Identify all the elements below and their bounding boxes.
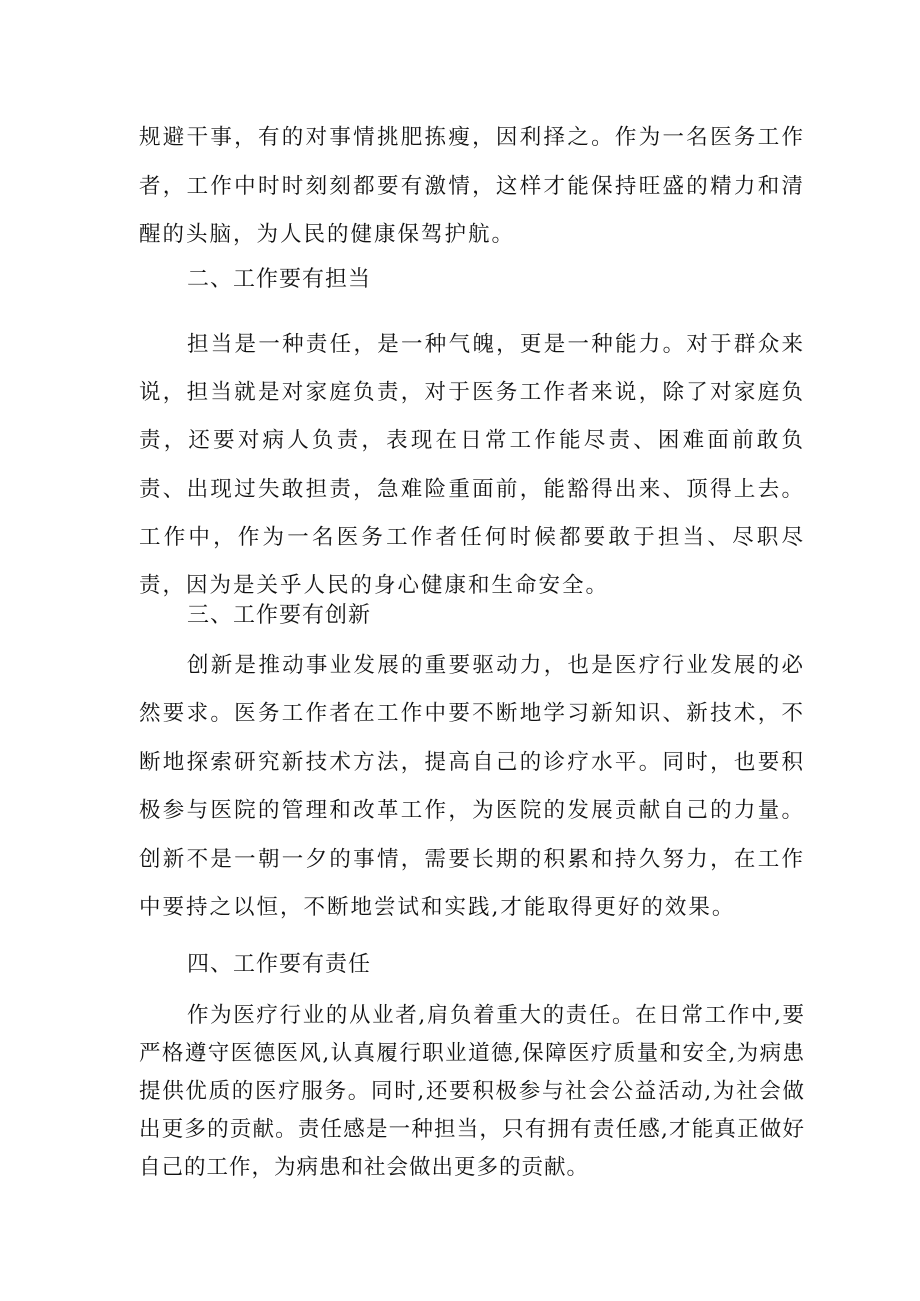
section-heading-3: 三、工作要有创新: [187, 603, 372, 628]
paragraph-responsibility-taking: 担当是一种责任，是一种气魄，更是一种能力。对于群众来说，担当就是对家庭负责，对于医务工作者来说，除了对家庭负责，还要对病人负责，表现在日常工作能尽责、困难面前敢负责、出现过失敢担责，急难险重面前，能豁得出来、顶得上去。工作中，作为一名医务工作者任何时候都要敢于担当、尽职尽责，因为是关乎人民的身心健康和生命安全。: [139, 332, 805, 599]
paragraph-innovation: 创新是推动事业发展的重要驱动力，也是医疗行业发展的必然要求。医务工作者在工作中要不断地学习新知识、新技术，不断地探索研究新技术方法，提高自己的诊疗水平。同时，也要积极参与医院的管理和改革工作，为医院的发展贡献自己的力量。创新不是一朝一夕的事情，需要长期的积累和持久努力，在工作中要持之以恒，不断地尝试和实践,才能取得更好的效果。: [139, 653, 805, 921]
section-heading-2: 二、工作要有担当: [187, 267, 372, 292]
paragraph-continuation: 规避干事，有的对事情挑肥拣瘦，因利择之。作为一名医务工作者，工作中时时刻刻都要有激情，这样才能保持旺盛的精力和清醒的头脑，为人民的健康保驾护航。: [139, 125, 805, 247]
paragraph-responsibility: 作为医疗行业的从业者,肩负着重大的责任。在日常工作中,要严格遵守医德医风,认真履行职业道德,保障医疗质量和安全,为病患提供优质的医疗服务。同时,还要积极参与社会公益活动,为社会做出更多的贡献。责任感是一种担当，只有拥有责任感,才能真正做好自己的工作，为病患和社会做出更多的贡献。: [139, 1003, 805, 1180]
section-heading-4: 四、工作要有责任: [187, 952, 372, 977]
